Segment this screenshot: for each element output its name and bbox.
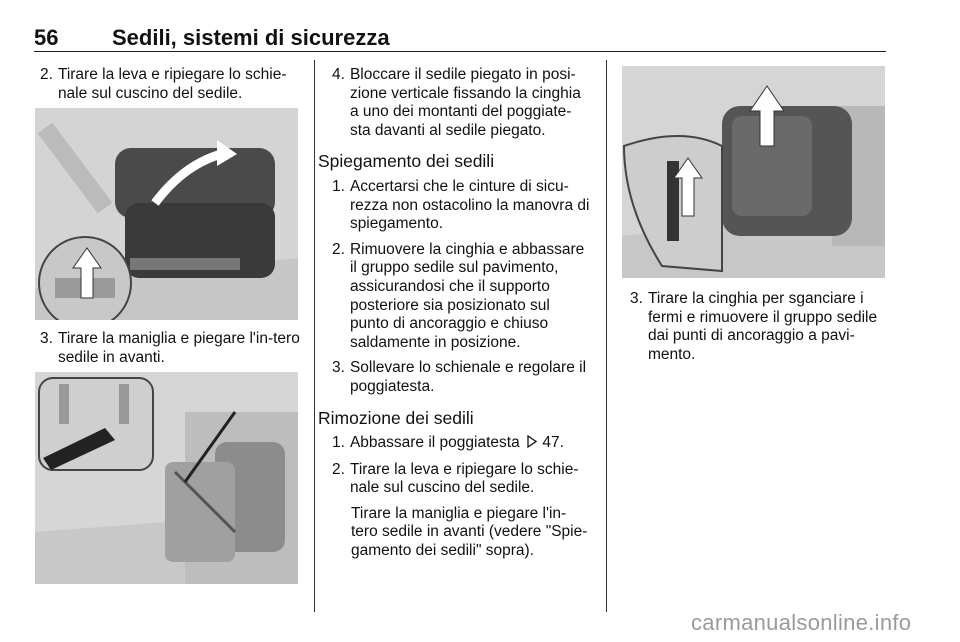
unfold-step-3 — [332, 359, 591, 396]
step-number: 4. — [332, 66, 345, 83]
step-number: 2. — [40, 66, 53, 83]
step-text: Tirare la cinghia per sganciare i fermi e rimuovere il gruppo sedile dai punti di ancoraggio a pavi-mento. — [647, 290, 878, 363]
remove-step-2 — [332, 461, 591, 498]
header-rule — [34, 51, 886, 52]
step-4 — [332, 66, 591, 140]
illustration-seat-fold-forward — [35, 372, 298, 584]
step-text: Abbassare il poggiatesta — [349, 434, 520, 452]
step-text: Sollevare lo schienale e regolare il poggiatesta. — [349, 359, 587, 395]
unfold-step-1 — [332, 178, 591, 234]
illustration-seat-fold-backrest — [35, 108, 298, 320]
step-number: 1. — [332, 434, 345, 452]
column-divider-left — [314, 60, 315, 612]
step-3-release — [630, 290, 888, 364]
step-text: Rimuovere la cinghia e abbassare il gruppo sedile sul pavimento, assicurandosi che il supporto posteriore sia posizionato sul punto di ancoraggio e chiuso saldamente in posizione. — [349, 240, 585, 351]
step-number: 3. — [40, 330, 53, 347]
page-title: Sedili, sistemi di sicurezza — [112, 25, 390, 50]
figure-fold-seat-forward — [35, 372, 298, 584]
column-2 — [318, 66, 591, 561]
column-1 — [40, 66, 302, 103]
heading-unfold-seats: Spiegamento dei sedili — [318, 151, 495, 172]
step-number: 2. — [332, 240, 345, 258]
figure-seat-strap-locked — [622, 66, 885, 278]
step-text: Tirare la leva e ripiegare lo schie-nale sul cuscino del sedile. — [349, 460, 579, 497]
step-text: Tirare la maniglia e piegare l'in-tero sedile in avanti. — [57, 330, 300, 366]
step-2 — [40, 66, 302, 103]
column-divider-right — [606, 60, 607, 612]
step-text: Bloccare il sedile piegato in posi-zione verticale fissando la cinghia a uno dei montanti del poggiate-sta davanti al sedile piegato. — [349, 66, 581, 139]
column-3 — [630, 290, 888, 364]
step-number: 1. — [332, 177, 345, 195]
step-text: Accertarsi che le cinture di sicu-rezza non ostacolino la manovra di spiegamento. — [349, 177, 590, 233]
remove-step-2-note: Tirare la maniglia e piegare l'in-tero sedile in avanti (vedere "Spie-gamento dei sedili" sopra). — [351, 504, 588, 560]
heading-remove-seats: Rimozione dei sedili — [318, 407, 474, 428]
arrow-right-outline-icon — [527, 435, 537, 454]
watermark: carmanualsonline.info — [691, 610, 912, 635]
page-number: 56 — [34, 25, 59, 50]
unfold-step-2 — [332, 241, 591, 353]
page-reference-link[interactable]: 47. — [542, 434, 564, 452]
step-number: 3. — [332, 359, 345, 377]
column-1-lower — [40, 330, 302, 367]
step-3 — [40, 330, 302, 367]
illustration-seat-upright-strap — [622, 66, 885, 278]
remove-step-1 — [332, 434, 591, 454]
step-number: 3. — [630, 290, 643, 307]
figure-fold-backrest — [35, 108, 298, 320]
step-text: Tirare la leva e ripiegare lo schie-nale sul cuscino del sedile. — [57, 66, 287, 102]
step-number: 2. — [332, 460, 345, 478]
